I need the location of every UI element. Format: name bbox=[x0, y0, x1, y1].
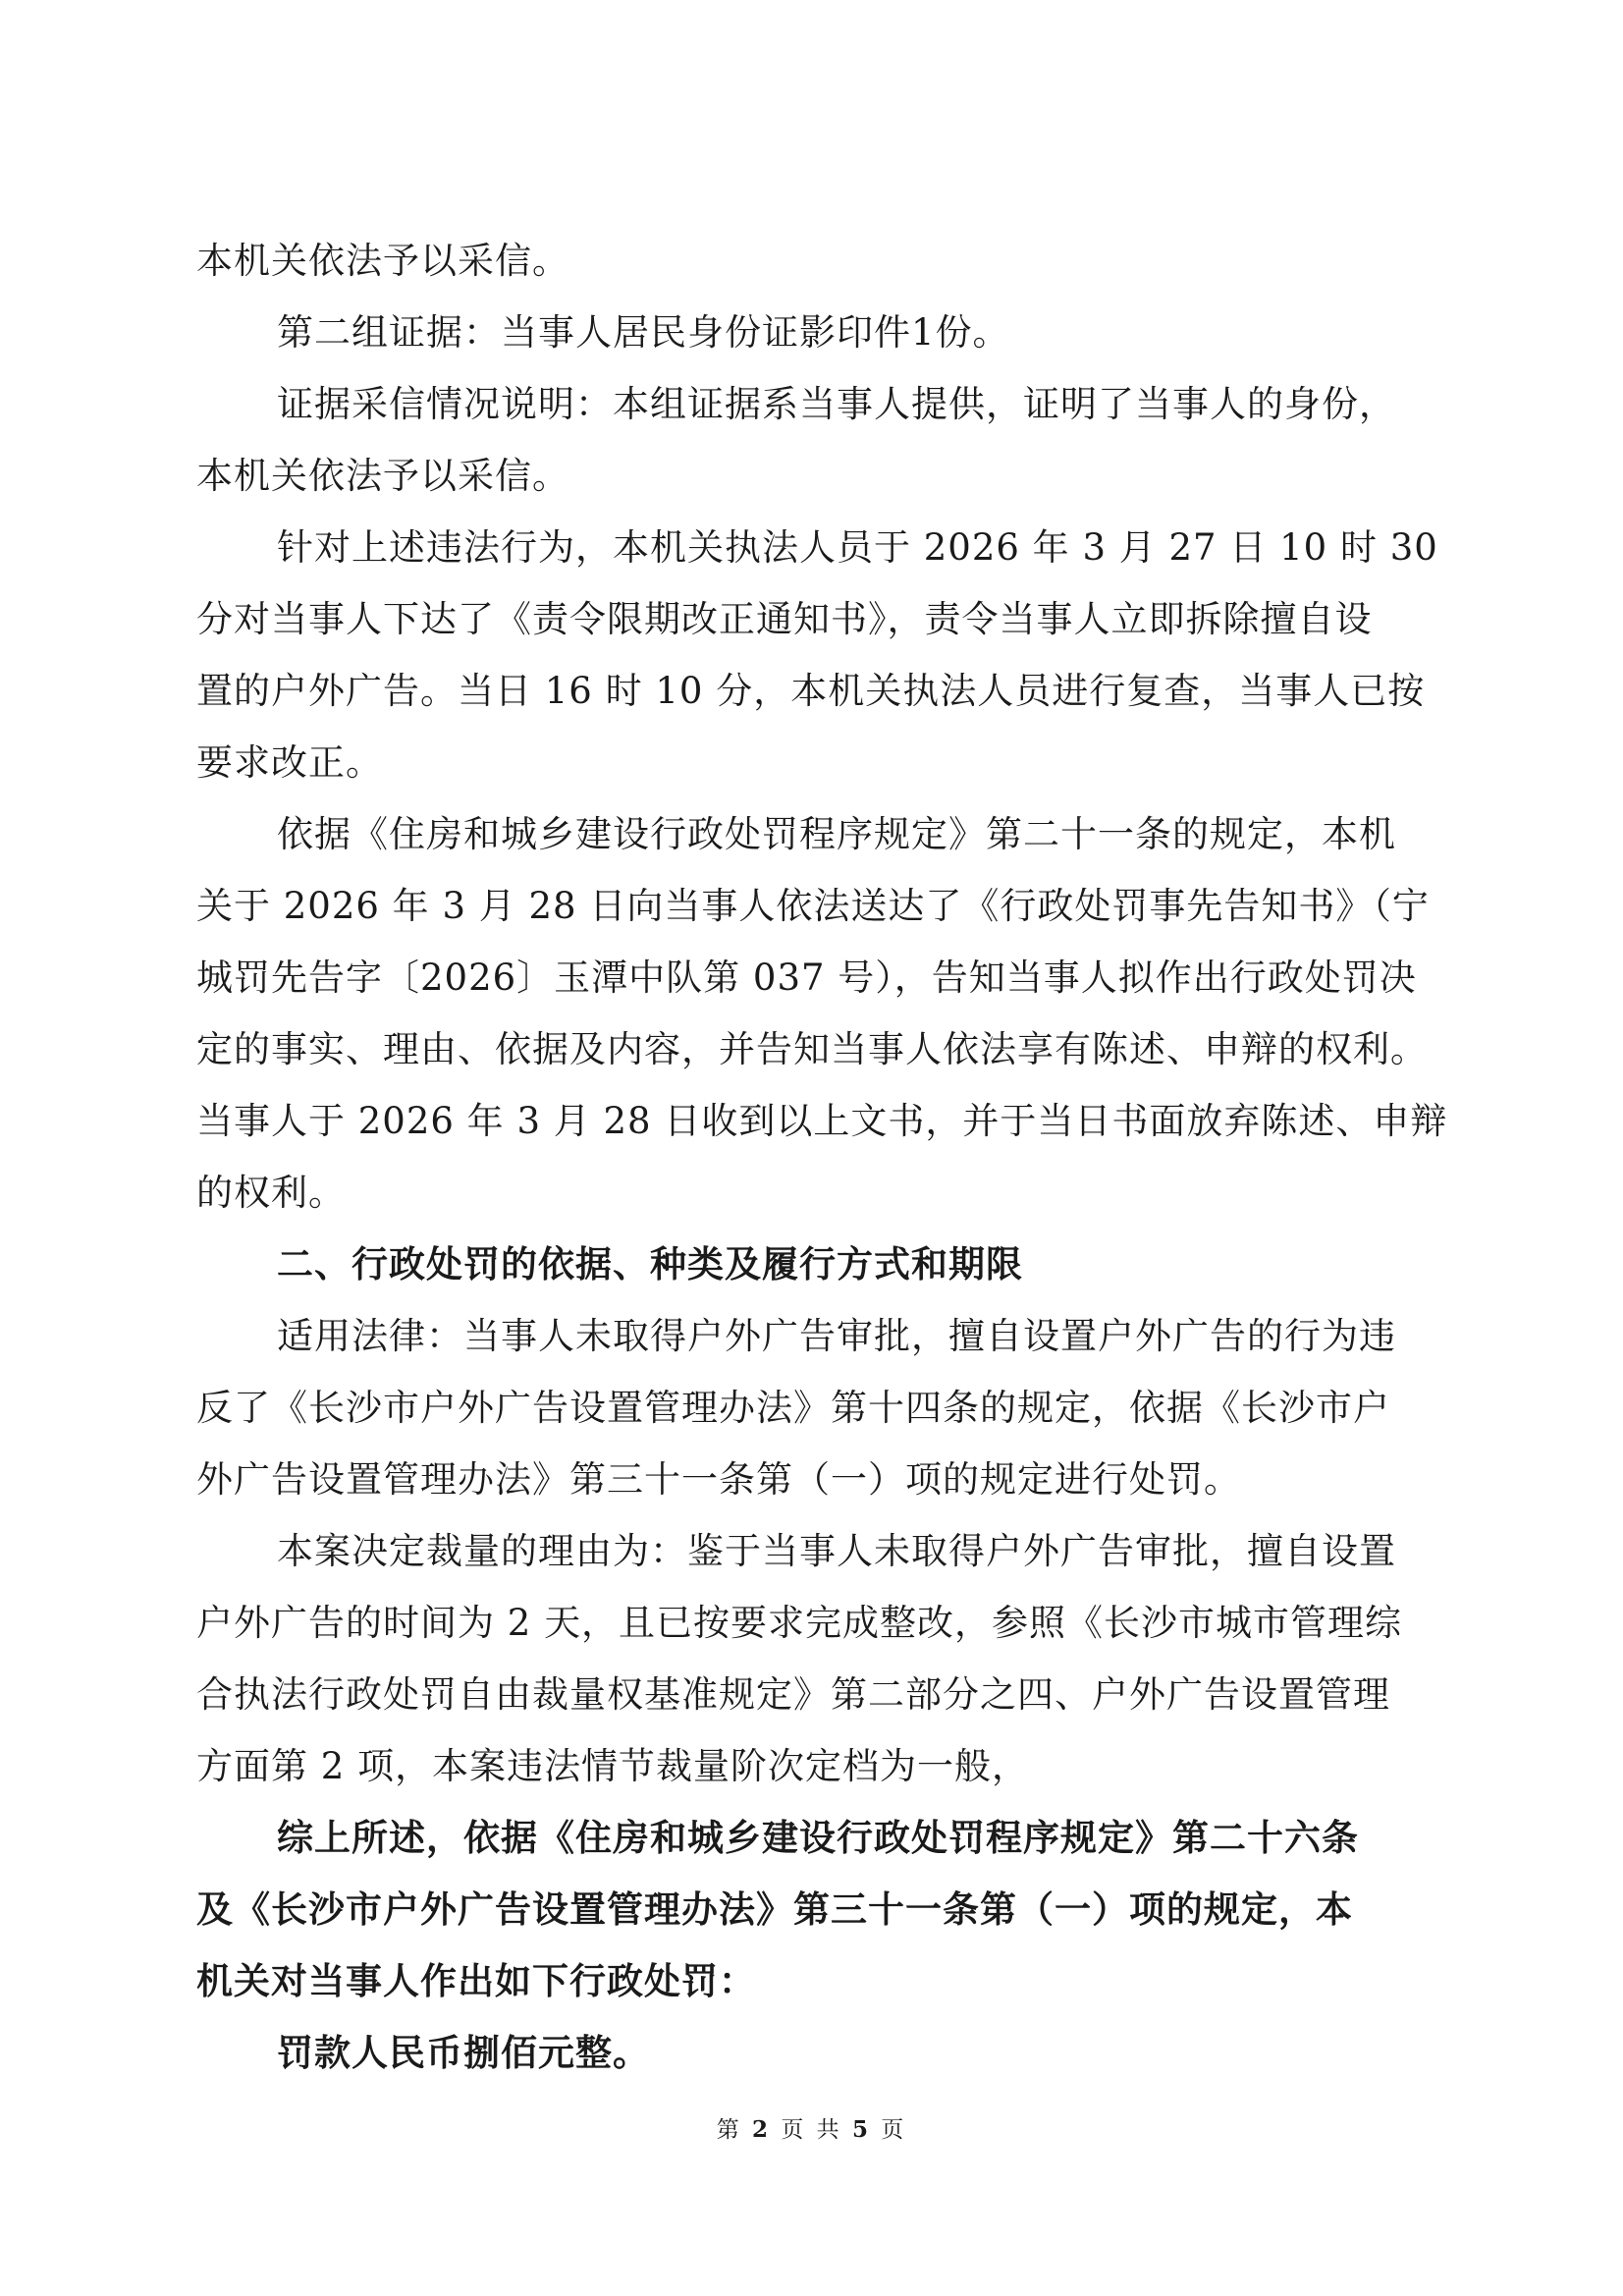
penalty-line: 罚款人民币捌佰元整。 bbox=[277, 2031, 650, 2074]
current-page-number: 2 bbox=[752, 2116, 772, 2143]
paragraph-line: 方面第 2 项，本案违法情节裁量阶次定档为一般， bbox=[196, 1745, 1030, 1787]
paragraph-line: 当事人于 2026 年 3 月 28 日收到以上文书，并于当日书面放弃陈述、申辩 bbox=[196, 1100, 1448, 1142]
paragraph-line: 外广告设置管理办法》第三十一条第（一）项的规定进行处罚。 bbox=[196, 1458, 1241, 1501]
paragraph-line: 要求改正。 bbox=[196, 741, 383, 784]
paragraph-line: 适用法律：当事人未取得户外广告审批，擅自设置户外广告的行为违 bbox=[277, 1315, 1396, 1357]
paragraph-line: 户外广告的时间为 2 天，且已按要求完成整改，参照《长沙市城市管理综 bbox=[196, 1602, 1403, 1644]
footer-suffix: 页 bbox=[881, 2117, 907, 2143]
paragraph-line: 证据采信情况说明：本组证据系当事人提供，证明了当事人的身份， bbox=[277, 383, 1396, 425]
paragraph-line: 本案决定裁量的理由为：鉴于当事人未取得户外广告审批，擅自设置 bbox=[277, 1530, 1396, 1572]
paragraph-line: 置的户外广告。当日 16 时 10 分，本机关执法人员进行复查，当事人已按 bbox=[196, 670, 1426, 712]
paragraph-line: 本机关依法予以采信。 bbox=[196, 455, 569, 497]
paragraph-line: 关于 2026 年 3 月 28 日向当事人依法送达了《行政处罚事先告知书》（宁 bbox=[196, 885, 1430, 927]
paragraph-line: 城罚先告字〔2026〕玉潭中队第 037 号），告知当事人拟作出行政处罚决 bbox=[196, 957, 1417, 999]
decision-line: 及《长沙市户外广告设置管理办法》第三十一条第（一）项的规定，本 bbox=[196, 1887, 1353, 1931]
decision-line: 机关对当事人作出如下行政处罚： bbox=[196, 1959, 756, 2002]
paragraph-line: 合执法行政处罚自由裁量权基准规定》第二部分之四、户外广告设置管理 bbox=[196, 1673, 1390, 1716]
footer-prefix: 第 bbox=[716, 2117, 742, 2143]
paragraph-line: 分对当事人下达了《责令限期改正通知书》，责令当事人立即拆除擅自设 bbox=[196, 598, 1373, 640]
footer-middle: 页 共 bbox=[781, 2117, 842, 2143]
paragraph-line: 定的事实、理由、依据及内容，并告知当事人依法享有陈述、申辩的权利。 bbox=[196, 1028, 1428, 1070]
section-heading: 二、行政处罚的依据、种类及履行方式和期限 bbox=[277, 1242, 1023, 1285]
paragraph-line: 本机关依法予以采信。 bbox=[196, 240, 569, 282]
paragraph-line: 第二组证据：当事人居民身份证影印件1份。 bbox=[277, 311, 1010, 354]
paragraph-line: 依据《住房和城乡建设行政处罚程序规定》第二十一条的规定，本机 bbox=[277, 813, 1396, 855]
page-number-footer bbox=[0, 2111, 1623, 2144]
paragraph-line: 反了《长沙市户外广告设置管理办法》第十四条的规定，依据《长沙市户 bbox=[196, 1387, 1390, 1429]
total-page-number: 5 bbox=[851, 2116, 871, 2143]
paragraph-line: 的权利。 bbox=[196, 1172, 346, 1214]
decision-line: 综上所述，依据《住房和城乡建设行政处罚程序规定》第二十六条 bbox=[277, 1816, 1359, 1859]
paragraph-line: 针对上述违法行为，本机关执法人员于 2026 年 3 月 27 日 10 时 30 bbox=[277, 526, 1438, 569]
